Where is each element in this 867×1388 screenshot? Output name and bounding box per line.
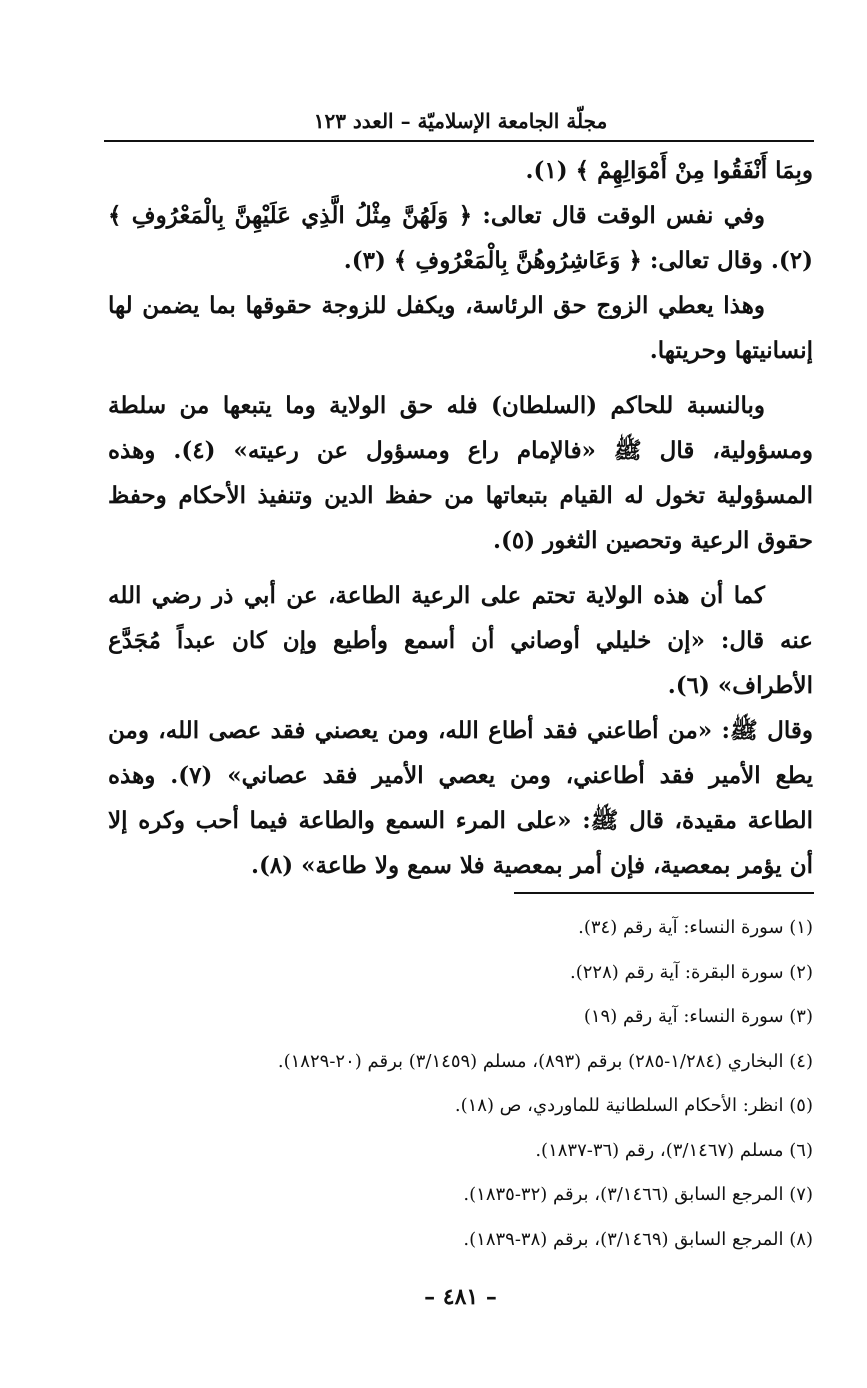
footnote-item: (٥) انظر: الأحكام السلطانية للماوردي، ص (١٨). — [454, 1095, 813, 1116]
paragraph-ruler-authority: وبالنسبة للحاكم (السلطان) فله حق الولاية وما يتبعها من سلطة ومسؤولية، قال ﷺ «فالإمام راع ومسؤول عن رعيته» (٤). وهذه المسؤولية تخول له القيام بتبعاتها من حفظ الدين وتنفيذ الأحكام وحفظ حقوق الرعية وتحصين الثغور (٥). — [108, 392, 813, 554]
paragraph-quranic-verses: وفي نفس الوقت قال تعالى: ﴿ وَلَهُنَّ مِثْلُ الَّذِي عَلَيْهِنَّ بِالْمَعْرُوفِ ﴾ (٢). وقال تعالى: ﴿ وَعَاشِرُوهُنَّ بِالْمَعْرُوفِ ﴾ (٣). — [108, 202, 813, 274]
paragraph-obedience-hadith: كما أن هذه الولاية تحتم على الرعية الطاعة، عن أبي ذر رضي الله عنه قال: «إن خليلي أوصاني أن أسمع وأطيع وإن كان عبداً مُجَدَّع الأطراف» (٦). — [108, 582, 813, 699]
body-text — [108, 148, 813, 888]
footnote-divider — [514, 892, 814, 894]
footnotes — [108, 906, 813, 1262]
footnote-item: (٦) مسلم (٣/١٤٦٧)، رقم (٣٦-١٨٣٧). — [535, 1139, 813, 1161]
paragraph-verse-continuation: وبِمَا أَنْفَقُوا مِنْ أَمْوَالِهِمْ ﴾ (١). — [525, 157, 813, 184]
page-number: – ٤٨١ – — [424, 1284, 497, 1310]
footnote-item: (٣) سورة النساء: آية رقم (١٩) — [583, 1006, 813, 1027]
footnote-item: (٢) سورة البقرة: آية رقم (٢٢٨). — [569, 961, 813, 983]
paragraph-restricted-obedience: وقال ﷺ: «من أطاعني فقد أطاع الله، ومن يعصني فقد عصى الله، ومن يطع الأمير فقد أطاعني، ومن يعصي الأمير فقد عصاني» (٧). وهذه الطاعة مقيدة، قال ﷺ: «على المرء السمع والطاعة فيما أحب وكره إلا أن يؤمر بمعصية، فإن أمر بمعصية فلا سمع ولا طاعة» (٨). — [108, 717, 813, 879]
paragraph-husband-leadership: وهذا يعطي الزوج حق الرئاسة، ويكفل للزوجة حقوقها بما يضمن لها إنسانيتها وحريتها. — [108, 292, 813, 364]
footnote-item: (٤) البخاري (١/٢٨٤-٢٨٥) برقم (٨٩٣)، مسلم (٣/١٤٥٩) برقم (٢٠-١٨٢٩). — [277, 1050, 813, 1072]
footnote-item: (٧) المرجع السابق (٣/١٤٦٦)، برقم (٣٢-١٨٣٥). — [463, 1184, 813, 1205]
running-header: مجلّة الجامعة الإسلاميّة – العدد ١٢٣ — [313, 109, 608, 133]
header-divider — [104, 140, 814, 142]
footnote-item: (١) سورة النساء: آية رقم (٣٤). — [578, 917, 813, 938]
footnote-item: (٨) المرجع السابق (٣/١٤٦٩)، برقم (٣٨-١٨٣٩). — [463, 1228, 813, 1250]
